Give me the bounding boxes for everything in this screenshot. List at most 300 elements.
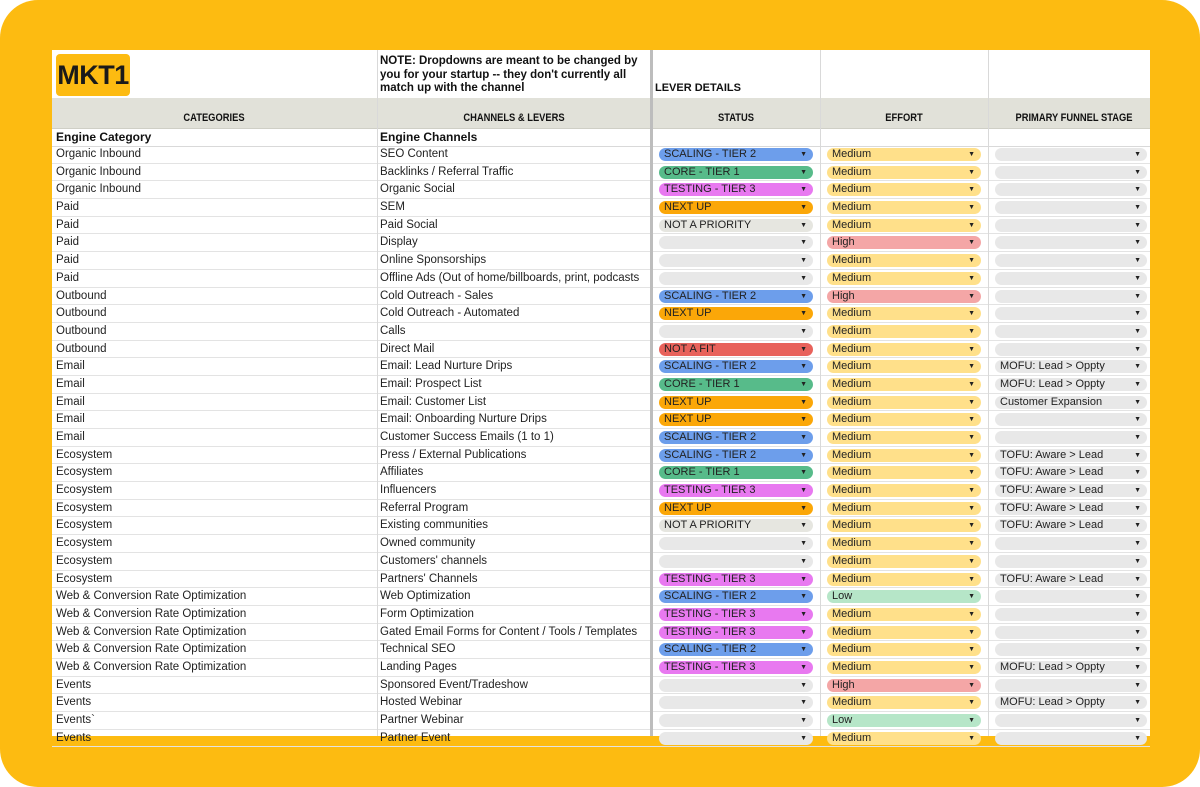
dropdown-arrow-icon[interactable]: ▼ [968,257,975,265]
status-dropdown[interactable] [659,325,813,338]
channel-cell[interactable]: Customer Success Emails (1 to 1) [380,431,554,443]
effort-dropdown[interactable] [827,608,981,621]
funnel-dropdown[interactable] [995,272,1147,285]
category-cell[interactable]: Organic Inbound [56,148,142,160]
effort-dropdown-value: Medium [832,607,872,620]
channel-cell[interactable]: Online Sponsorships [380,254,487,267]
channel-cell[interactable]: Owned community [380,537,476,550]
funnel-dropdown[interactable] [995,449,1147,462]
funnel-dropdown[interactable] [995,219,1147,232]
dropdown-arrow-icon[interactable]: ▼ [968,575,975,583]
funnel-dropdown[interactable] [995,431,1147,444]
channel-cell[interactable]: Press / External Publications [380,448,527,461]
category-cell[interactable]: Ecosystem [56,537,113,550]
effort-dropdown[interactable] [827,219,981,232]
channel-cell[interactable]: SEO Content [380,148,448,160]
effort-dropdown[interactable] [827,466,981,479]
dropdown-arrow-icon[interactable]: ▼ [1134,663,1141,671]
effort-dropdown[interactable] [827,290,981,303]
status-dropdown[interactable] [659,290,813,303]
effort-dropdown[interactable] [827,519,981,532]
dropdown-arrow-icon[interactable]: ▼ [968,204,975,212]
effort-dropdown-value: Medium [832,218,872,231]
effort-dropdown-value: Low [832,714,853,726]
dropdown-arrow-icon[interactable]: ▼ [968,434,975,441]
dropdown-arrow-icon[interactable]: ▼ [968,610,975,618]
dropdown-arrow-icon[interactable]: ▼ [800,151,807,158]
dropdown-arrow-icon[interactable]: ▼ [968,734,975,742]
funnel-dropdown[interactable] [995,413,1147,426]
category-cell[interactable]: Organic Inbound [56,165,142,178]
dropdown-arrow-icon[interactable]: ▼ [1134,628,1141,636]
effort-dropdown[interactable] [827,201,981,214]
dropdown-arrow-icon[interactable]: ▼ [1134,646,1141,654]
dropdown-arrow-icon[interactable]: ▼ [968,151,975,158]
category-cell[interactable]: Email [56,395,85,408]
col-header-status[interactable]: STATUS [717,112,755,124]
status-dropdown[interactable] [659,466,813,479]
funnel-dropdown[interactable] [995,254,1147,267]
status-dropdown[interactable] [659,201,813,214]
dropdown-arrow-icon[interactable]: ▼ [968,380,975,388]
dropdown-arrow-icon[interactable]: ▼ [800,168,807,176]
status-dropdown[interactable] [659,236,813,249]
dropdown-arrow-icon[interactable]: ▼ [968,717,975,724]
effort-dropdown[interactable] [827,378,981,391]
channel-cell[interactable]: Direct Mail [380,342,435,355]
funnel-dropdown[interactable] [995,626,1147,639]
dropdown-arrow-icon[interactable]: ▼ [1134,398,1141,406]
col-header-funnel[interactable]: PRIMARY FUNNEL STAGE [1015,112,1133,124]
funnel-dropdown[interactable] [995,714,1147,727]
funnel-dropdown[interactable] [995,661,1147,674]
dropdown-arrow-icon[interactable]: ▼ [800,434,807,441]
category-cell[interactable]: Ecosystem [56,448,113,461]
effort-dropdown[interactable] [827,573,981,586]
dropdown-arrow-icon[interactable]: ▼ [968,469,975,477]
channel-cell[interactable]: Partner Event [380,731,451,744]
funnel-dropdown[interactable] [995,537,1147,550]
effort-dropdown[interactable] [827,325,981,338]
effort-dropdown[interactable] [827,643,981,656]
category-cell[interactable]: Email [56,360,85,373]
funnel-dropdown[interactable] [995,378,1147,391]
status-dropdown-value: NOT A PRIORITY [664,519,752,532]
effort-dropdown[interactable] [827,166,981,179]
dropdown-arrow-icon[interactable]: ▼ [800,646,807,654]
category-cell[interactable]: Paid [56,201,80,214]
status-dropdown[interactable] [659,431,813,444]
dropdown-arrow-icon[interactable]: ▼ [800,239,807,247]
category-cell[interactable]: Web & Conversion Rate Optimization [56,660,247,673]
dropdown-arrow-icon[interactable]: ▼ [1134,469,1141,477]
status-dropdown[interactable] [659,166,813,179]
dropdown-arrow-icon[interactable]: ▼ [1134,575,1141,583]
dropdown-arrow-icon[interactable]: ▼ [968,345,975,353]
table-row [52,588,1150,606]
dropdown-arrow-icon[interactable]: ▼ [968,663,975,671]
effort-dropdown[interactable] [827,236,981,249]
dropdown-arrow-icon[interactable]: ▼ [800,487,807,495]
dropdown-arrow-icon[interactable]: ▼ [1134,593,1141,601]
funnel-dropdown[interactable] [995,290,1147,303]
category-cell[interactable]: Outbound [56,324,107,337]
channel-cell[interactable]: Sponsored Event/Tradeshow [380,678,528,691]
effort-dropdown-value: Medium [832,360,872,373]
status-dropdown[interactable] [659,413,813,426]
dropdown-arrow-icon[interactable]: ▼ [1134,540,1141,548]
effort-dropdown[interactable] [827,590,981,603]
dropdown-arrow-icon[interactable]: ▼ [1134,557,1141,565]
dropdown-arrow-icon[interactable]: ▼ [968,221,975,229]
dropdown-arrow-icon[interactable]: ▼ [1134,310,1141,318]
funnel-dropdown[interactable] [995,555,1147,568]
dropdown-arrow-icon[interactable]: ▼ [800,292,807,300]
effort-dropdown[interactable] [827,555,981,568]
funnel-dropdown[interactable] [995,679,1147,692]
channel-cell[interactable]: Cold Outreach - Automated [380,307,520,320]
dropdown-arrow-icon[interactable]: ▼ [1134,380,1141,388]
status-dropdown[interactable] [659,537,813,550]
dropdown-arrow-icon[interactable]: ▼ [800,734,807,742]
effort-dropdown[interactable] [827,732,981,745]
dropdown-arrow-icon[interactable]: ▼ [968,540,975,548]
dropdown-arrow-icon[interactable]: ▼ [800,717,807,724]
dropdown-arrow-icon[interactable]: ▼ [1134,345,1141,353]
category-cell[interactable]: Paid [56,271,80,284]
funnel-dropdown[interactable] [995,502,1147,515]
dropdown-arrow-icon[interactable]: ▼ [968,292,975,300]
channel-cell[interactable]: SEM [380,201,405,214]
dropdown-arrow-icon[interactable]: ▼ [1134,257,1141,265]
category-cell[interactable]: Outbound [56,307,107,320]
channel-cell[interactable]: Landing Pages [380,660,457,673]
funnel-dropdown[interactable] [995,696,1147,709]
category-cell[interactable]: Email [56,377,85,390]
status-dropdown[interactable] [659,183,813,196]
dropdown-arrow-icon[interactable]: ▼ [1134,327,1141,335]
category-cell[interactable]: Ecosystem [56,519,113,532]
dropdown-arrow-icon[interactable]: ▼ [800,681,807,689]
status-dropdown[interactable] [659,396,813,409]
channel-cell[interactable]: Referral Program [380,501,469,514]
dropdown-arrow-icon[interactable]: ▼ [800,310,807,318]
category-cell[interactable]: Outbound [56,342,107,355]
dropdown-arrow-icon[interactable]: ▼ [1134,274,1141,282]
funnel-dropdown[interactable] [995,396,1147,409]
status-dropdown[interactable] [659,696,813,709]
dropdown-arrow-icon[interactable]: ▼ [800,593,807,601]
channel-cell[interactable]: Hosted Webinar [380,696,463,709]
dropdown-arrow-icon[interactable]: ▼ [800,469,807,477]
dropdown-arrow-icon[interactable]: ▼ [800,221,807,229]
channel-cell[interactable]: Gated Email Forms for Content / Tools / Templates [380,625,638,638]
effort-dropdown[interactable] [827,360,981,373]
channel-cell[interactable]: Form Optimization [380,607,474,620]
dropdown-arrow-icon[interactable]: ▼ [968,274,975,282]
dropdown-arrow-icon[interactable]: ▼ [1134,610,1141,618]
channel-cell[interactable]: Partner Webinar [380,714,464,726]
dropdown-arrow-icon[interactable]: ▼ [968,593,975,601]
channel-cell[interactable]: Organic Social [380,183,455,196]
category-cell[interactable]: Ecosystem [56,501,113,514]
status-dropdown[interactable] [659,307,813,320]
dropdown-arrow-icon[interactable]: ▼ [800,575,807,583]
table-row [52,288,1150,306]
status-dropdown-value: TESTING - TIER 3 [664,572,756,585]
funnel-dropdown[interactable] [995,466,1147,479]
dropdown-arrow-icon[interactable]: ▼ [800,610,807,618]
effort-dropdown[interactable] [827,449,981,462]
status-dropdown[interactable] [659,555,813,568]
status-dropdown[interactable] [659,626,813,639]
dropdown-arrow-icon[interactable]: ▼ [1134,522,1141,530]
channel-cell[interactable]: Influencers [380,484,437,497]
dropdown-arrow-icon[interactable]: ▼ [800,699,807,707]
funnel-dropdown[interactable] [995,201,1147,214]
dropdown-arrow-icon[interactable]: ▼ [1134,239,1141,247]
channel-cell[interactable]: Calls [380,324,406,337]
dropdown-arrow-icon[interactable]: ▼ [1134,151,1141,158]
dropdown-arrow-icon[interactable]: ▼ [1134,451,1141,459]
funnel-dropdown[interactable] [995,236,1147,249]
channel-cell[interactable]: Customers' channels [380,554,488,567]
dropdown-arrow-icon[interactable]: ▼ [1134,699,1141,707]
funnel-dropdown[interactable] [995,183,1147,196]
channel-cell[interactable]: Offline Ads (Out of home/billboards, print, podcasts [380,271,640,284]
dropdown-arrow-icon[interactable]: ▼ [968,398,975,406]
table-row [52,305,1150,323]
status-dropdown-value: SCALING - TIER 2 [664,289,757,302]
status-dropdown[interactable] [659,254,813,267]
status-dropdown[interactable] [659,732,813,745]
channel-cell[interactable]: Email: Onboarding Nurture Drips [380,413,547,426]
channel-cell[interactable]: Email: Customer List [380,395,487,408]
dropdown-arrow-icon[interactable]: ▼ [1134,717,1141,724]
dropdown-arrow-icon[interactable]: ▼ [800,363,807,371]
channel-cell[interactable]: Affiliates [380,466,424,479]
channel-cell[interactable]: Partners' Channels [380,572,478,585]
dropdown-arrow-icon[interactable]: ▼ [800,522,807,530]
section-category-label[interactable]: Engine Category [56,130,152,144]
dropdown-arrow-icon[interactable]: ▼ [800,663,807,671]
dropdown-arrow-icon[interactable]: ▼ [800,451,807,459]
col-header-effort[interactable]: EFFORT [885,112,923,124]
dropdown-arrow-icon[interactable]: ▼ [800,504,807,512]
dropdown-arrow-icon[interactable]: ▼ [968,451,975,459]
status-dropdown[interactable] [659,148,813,161]
category-cell[interactable]: Ecosystem [56,466,113,479]
funnel-dropdown[interactable] [995,343,1147,356]
effort-dropdown[interactable] [827,661,981,674]
funnel-dropdown[interactable] [995,519,1147,532]
section-header-row [52,129,1150,147]
effort-dropdown[interactable] [827,714,981,727]
status-dropdown-value: TESTING - TIER 3 [664,484,756,497]
effort-dropdown[interactable] [827,307,981,320]
effort-dropdown[interactable] [827,413,981,426]
dropdown-arrow-icon[interactable]: ▼ [1134,221,1141,229]
funnel-dropdown[interactable] [995,360,1147,373]
dropdown-arrow-icon[interactable]: ▼ [968,557,975,565]
status-dropdown-value: SCALING - TIER 2 [664,448,757,461]
effort-dropdown[interactable] [827,343,981,356]
channel-cell[interactable]: Paid Social [380,218,438,231]
category-cell[interactable]: Organic Inbound [56,183,142,196]
dropdown-arrow-icon[interactable]: ▼ [968,628,975,636]
dropdown-arrow-icon[interactable]: ▼ [800,628,807,636]
category-cell[interactable]: Events [56,731,92,744]
dropdown-arrow-icon[interactable]: ▼ [1134,734,1141,742]
dropdown-arrow-icon[interactable]: ▼ [968,416,975,424]
effort-dropdown[interactable] [827,679,981,692]
status-dropdown[interactable] [659,714,813,727]
funnel-dropdown[interactable] [995,643,1147,656]
funnel-dropdown[interactable] [995,307,1147,320]
category-cell[interactable]: Web & Conversion Rate Optimization [56,607,247,620]
funnel-dropdown[interactable] [995,148,1147,161]
category-cell[interactable]: Ecosystem [56,572,113,585]
dropdown-arrow-icon[interactable]: ▼ [968,699,975,707]
dropdown-arrow-icon[interactable]: ▼ [1134,292,1141,300]
status-dropdown[interactable] [659,679,813,692]
dropdown-arrow-icon[interactable]: ▼ [968,646,975,654]
effort-dropdown[interactable] [827,626,981,639]
dropdown-arrow-icon[interactable]: ▼ [1134,487,1141,495]
status-dropdown[interactable] [659,219,813,232]
funnel-dropdown[interactable] [995,608,1147,621]
category-cell[interactable]: Web & Conversion Rate Optimization [56,590,247,603]
dropdown-arrow-icon[interactable]: ▼ [968,168,975,176]
table-row [52,358,1150,376]
col-header-channels[interactable]: CHANNELS & LEVERS [463,112,565,124]
dropdown-arrow-icon[interactable]: ▼ [1134,186,1141,194]
dropdown-arrow-icon[interactable]: ▼ [800,345,807,353]
channel-cell[interactable]: Email: Lead Nurture Drips [380,360,513,373]
effort-dropdown-value: Medium [832,201,872,214]
funnel-dropdown[interactable] [995,325,1147,338]
dropdown-arrow-icon[interactable]: ▼ [800,416,807,424]
status-dropdown[interactable] [659,502,813,515]
category-cell[interactable]: Email [56,431,85,443]
status-dropdown[interactable] [659,643,813,656]
table-row [52,217,1150,235]
status-dropdown[interactable] [659,272,813,285]
dropdown-arrow-icon[interactable]: ▼ [968,327,975,335]
dropdown-arrow-icon[interactable]: ▼ [800,186,807,194]
channel-cell[interactable]: Existing communities [380,519,489,532]
dropdown-arrow-icon[interactable]: ▼ [968,186,975,194]
category-cell[interactable]: Paid [56,236,80,249]
dropdown-arrow-icon[interactable]: ▼ [968,504,975,512]
dropdown-arrow-icon[interactable]: ▼ [800,557,807,565]
dropdown-arrow-icon[interactable]: ▼ [1134,681,1141,689]
status-dropdown[interactable] [659,449,813,462]
status-dropdown[interactable] [659,378,813,391]
frozen-col-divider [650,50,653,736]
dropdown-arrow-icon[interactable]: ▼ [800,257,807,265]
status-dropdown-value: CORE - TIER 1 [664,165,740,178]
category-cell[interactable]: Events [56,678,92,691]
dropdown-arrow-icon[interactable]: ▼ [800,398,807,406]
dropdown-arrow-icon[interactable]: ▼ [968,522,975,530]
dropdown-arrow-icon[interactable]: ▼ [1134,434,1141,441]
col-header-categories[interactable]: CATEGORIES [183,112,245,124]
dropdown-arrow-icon[interactable]: ▼ [800,540,807,548]
status-dropdown[interactable] [659,343,813,356]
dropdown-arrow-icon[interactable]: ▼ [1134,363,1141,371]
spreadsheet [52,50,1150,744]
effort-dropdown[interactable] [827,537,981,550]
funnel-dropdown[interactable] [995,573,1147,586]
status-dropdown[interactable] [659,573,813,586]
dropdown-arrow-icon[interactable]: ▼ [1134,504,1141,512]
dropdown-arrow-icon[interactable]: ▼ [1134,416,1141,424]
funnel-dropdown[interactable] [995,166,1147,179]
effort-dropdown[interactable] [827,272,981,285]
category-cell[interactable]: Ecosystem [56,484,113,497]
category-cell[interactable]: Events [56,696,92,709]
category-cell[interactable]: Paid [56,254,80,267]
dropdown-arrow-icon[interactable]: ▼ [968,363,975,371]
funnel-dropdown[interactable] [995,484,1147,497]
dropdown-arrow-icon[interactable]: ▼ [968,681,975,689]
dropdown-arrow-icon[interactable]: ▼ [968,239,975,247]
dropdown-arrow-icon[interactable]: ▼ [800,274,807,282]
section-channel-label[interactable]: Engine Channels [380,130,478,144]
funnel-dropdown[interactable] [995,590,1147,603]
effort-dropdown-value: Medium [832,696,872,709]
status-dropdown[interactable] [659,608,813,621]
dropdown-arrow-icon[interactable]: ▼ [968,310,975,318]
channel-cell[interactable]: Cold Outreach - Sales [380,289,494,302]
category-cell[interactable]: Events` [56,714,95,726]
effort-dropdown[interactable] [827,696,981,709]
dropdown-arrow-icon[interactable]: ▼ [800,204,807,212]
category-cell[interactable]: Outbound [56,289,107,302]
status-dropdown[interactable] [659,484,813,497]
status-dropdown[interactable] [659,519,813,532]
status-dropdown[interactable] [659,590,813,603]
effort-dropdown[interactable] [827,148,981,161]
dropdown-arrow-icon[interactable]: ▼ [1134,204,1141,212]
dropdown-arrow-icon[interactable]: ▼ [968,487,975,495]
category-cell[interactable]: Web & Conversion Rate Optimization [56,643,247,656]
effort-dropdown[interactable] [827,431,981,444]
effort-dropdown-value: High [832,236,855,249]
dropdown-arrow-icon[interactable]: ▼ [800,380,807,388]
effort-dropdown[interactable] [827,254,981,267]
channel-cell[interactable]: Display [380,236,418,249]
category-cell[interactable]: Paid [56,218,80,231]
dropdown-arrow-icon[interactable]: ▼ [800,327,807,335]
status-dropdown[interactable] [659,360,813,373]
effort-dropdown[interactable] [827,396,981,409]
channel-cell[interactable]: Web Optimization [380,590,471,603]
effort-dropdown[interactable] [827,502,981,515]
channel-cell[interactable]: Email: Prospect List [380,377,482,390]
channel-cell[interactable]: Technical SEO [380,643,456,656]
category-cell[interactable]: Email [56,413,85,426]
effort-dropdown[interactable] [827,183,981,196]
dropdown-arrow-icon[interactable]: ▼ [1134,168,1141,176]
funnel-dropdown[interactable] [995,732,1147,745]
category-cell[interactable]: Web & Conversion Rate Optimization [56,625,247,638]
category-cell[interactable]: Ecosystem [56,554,113,567]
channel-cell[interactable]: Backlinks / Referral Traffic [380,165,514,178]
effort-dropdown[interactable] [827,484,981,497]
status-dropdown[interactable] [659,661,813,674]
